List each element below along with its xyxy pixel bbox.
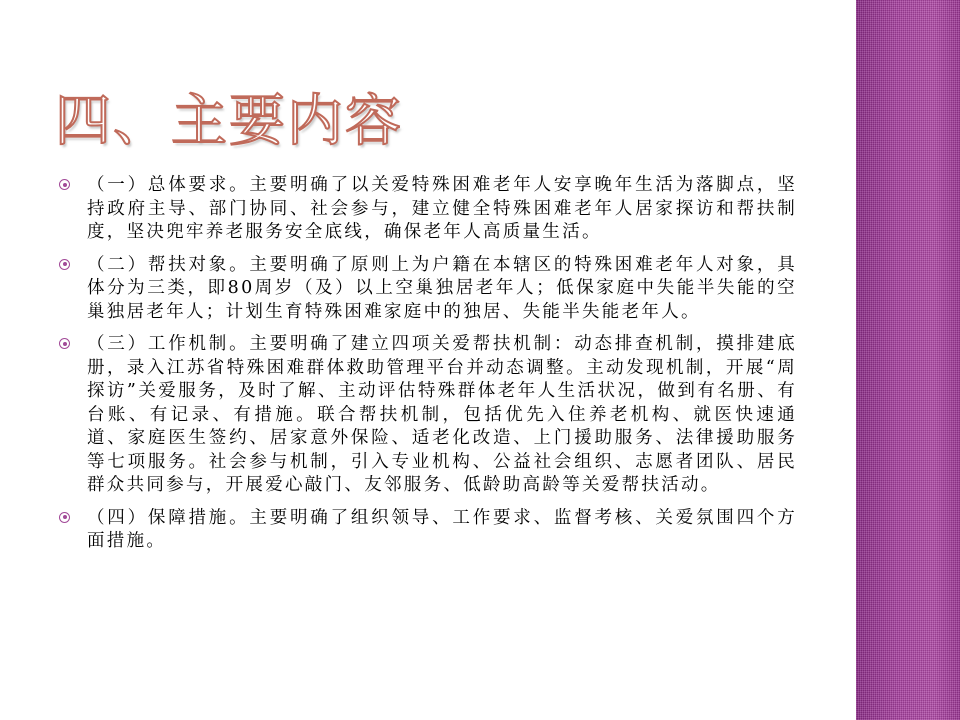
bullet-list — [55, 174, 797, 563]
list-item-text: （四）保障措施。主要明确了组织领导、工作要求、监督考核、关爱氛围四个方面措施。 — [87, 507, 797, 551]
list-item-text: （三）工作机制。主要明确了建立四项关爱帮扶机制：动态排查机制，摸排建底册，录入江苏省特殊困难群体救助管理平台并动态调整。主动发现机制，开展“周探访”关爱服务，及时了解、主动评估特殊群体老年人生活状况，做到有名册、有台账、有记录、有措施。联合帮扶机制，包括优先入住养老机构、就医快速通道、家庭医生签约、居家意外保险、适老化改造、上门援助服务、法律援助服务等七项服务。社会参与机制，引入专业机构、公益社会组织、志愿者团队、居民群众共同参与，开展爱心敲门、友邻服务、低龄助高龄等关爱帮扶活动。 — [87, 334, 797, 495]
list-item — [55, 254, 797, 325]
list-item-text: （一）总体要求。主要明确了以关爱特殊困难老年人安享晚年生活为落脚点，坚持政府主导、部门协同、社会参与，建立健全特殊困难老年人居家探访和帮扶制度，坚决兜牢养老服务安全底线，确保老年人高质量生活。 — [87, 175, 797, 242]
circled-dot-bullet-icon — [59, 338, 70, 349]
decorative-side-band — [856, 0, 960, 720]
list-item-text: （二）帮扶对象。主要明确了原则上为户籍在本辖区的特殊困难老年人对象，具体分为三类，即80周岁（及）以上空巢独居老年人；低保家庭中失能半失能的空巢独居老年人；计划生育特殊困难家庭中的独居、失能半失能老年人。 — [87, 254, 797, 322]
circled-dot-bullet-icon — [59, 512, 70, 523]
circled-dot-bullet-icon — [59, 259, 70, 270]
circled-dot-bullet-icon — [59, 179, 70, 190]
list-item — [55, 507, 797, 554]
list-item — [55, 333, 797, 498]
list-item — [55, 174, 797, 245]
slide-title: 四、主要内容 — [55, 89, 403, 154]
